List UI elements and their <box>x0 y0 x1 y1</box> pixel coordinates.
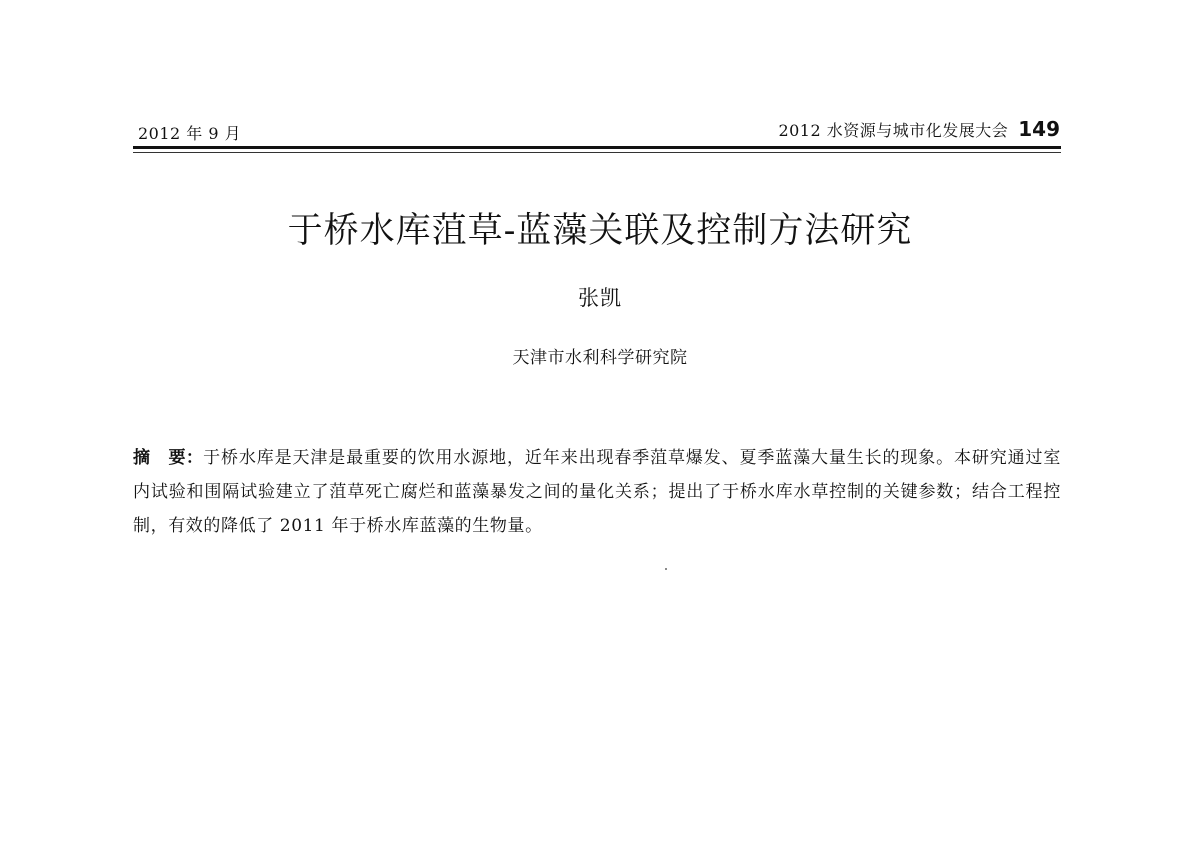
header-rule-thin <box>133 152 1061 153</box>
abstract-text: 于桥水库是天津是最重要的饮用水源地，近年来出现春季菹草爆发、夏季蓝藻大量生长的现象。本研究通过室内试验和围隔试验建立了菹草死亡腐烂和蓝藻暴发之间的量化关系；提出了于桥水库水草控制的关键参数；结合工程控制，有效的降低了 2011 年于桥水库蓝藻的生物量。 <box>133 448 1061 536</box>
abstract-label-part-2: 要： <box>168 448 204 468</box>
abstract-label <box>133 448 203 468</box>
page-number: 149 <box>1018 117 1060 141</box>
author-name: 张凯 <box>578 286 622 310</box>
header-date: 2012 年 9 月 <box>138 124 242 143</box>
header-rule-thick <box>133 146 1061 149</box>
paper-title: 于桥水库菹草-蓝藻关联及控制方法研究 <box>287 211 913 251</box>
abstract <box>133 441 1061 543</box>
header-conference: 2012 水资源与城市化发展大会 <box>778 121 1009 140</box>
abstract-label-part-1: 摘 <box>133 448 151 468</box>
scan-speck <box>665 568 667 570</box>
running-header <box>778 117 1060 141</box>
author-affiliation: 天津市水利科学研究院 <box>512 348 688 368</box>
